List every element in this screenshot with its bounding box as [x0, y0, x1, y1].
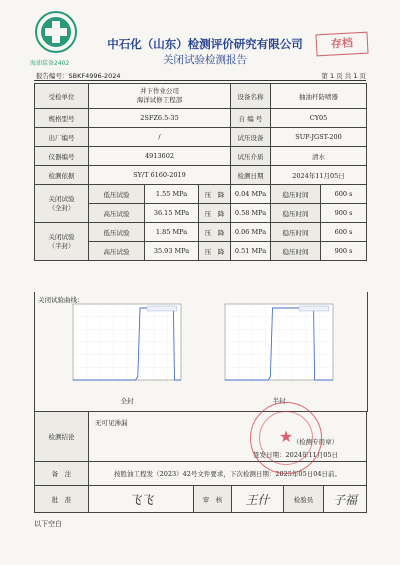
full-close-caption: 全封 — [120, 397, 134, 405]
company-logo — [34, 10, 78, 54]
hold-label: 稳压时间 — [271, 185, 321, 204]
test-pressure: 1.85 MPa — [145, 223, 199, 242]
instrument-no-value: 4913602 — [89, 147, 231, 166]
half-close-label — [35, 223, 89, 261]
test-drop: 0.06 MPa — [231, 223, 271, 242]
test-pressure: 35.93 MPa — [145, 242, 199, 261]
client-value — [89, 84, 231, 109]
low-pressure-label: 低压试验 — [89, 185, 145, 204]
self-no-value: CY05 — [271, 109, 367, 128]
full-close-label-2: （全封） — [48, 203, 75, 212]
test-hold: 900 s — [321, 242, 367, 261]
device-name-value: 抽油杆防喷器 — [271, 84, 367, 109]
review-signature-text: 王什 — [245, 492, 270, 507]
client-line-1: 井下作业公司 — [140, 87, 179, 95]
low-pressure-label: 低压试验 — [89, 223, 145, 242]
hold-label: 稳压时间 — [271, 242, 321, 261]
medium-label: 试压介质 — [231, 147, 271, 166]
report-title: 关闭试验检测报告 — [163, 54, 247, 66]
stamp-dept: （检测专用章） — [292, 438, 339, 446]
factory-no-value: / — [89, 128, 231, 147]
model-label: 规格型号 — [35, 109, 89, 128]
remark-text: 按胜油工程发（2023）42号文件要求，下次检测日期：2025年05日04日前。 — [89, 462, 367, 486]
remark-label: 备 注 — [35, 462, 89, 486]
end-marker: 以下空白 — [34, 520, 62, 528]
high-pressure-label: 高压试验 — [89, 204, 145, 223]
archive-stamp: 存档 — [315, 32, 368, 57]
conclusion-label: 检测结论 — [35, 412, 89, 462]
test-hold: 600 s — [321, 185, 367, 204]
instrument-no-label: 仪器编号 — [35, 147, 89, 166]
company-name: 中石化（山东）检测评价研究有限公司 — [107, 37, 303, 51]
full-close-label — [35, 185, 89, 223]
test-drop: 0.51 MPa — [231, 242, 271, 261]
test-drop: 0.58 MPa — [231, 204, 271, 223]
curves-title: 关闭试验曲线： — [38, 296, 84, 304]
basis-label: 检测依据 — [35, 166, 89, 185]
self-no-label: 自 编 号 — [231, 109, 271, 128]
review-label: 审 核 — [194, 486, 232, 513]
report-number: 报告编号：SBKF4996-2024 — [36, 72, 121, 80]
inspector-label: 检验员 — [284, 486, 324, 513]
drop-label: 压 降 — [199, 204, 231, 223]
drop-label: 压 降 — [199, 223, 231, 242]
drop-label: 压 降 — [199, 242, 231, 261]
test-equip-label: 试压设备 — [231, 128, 271, 147]
inspector-signature — [324, 486, 367, 513]
approve-signature — [89, 486, 194, 513]
test-pressure: 36.15 MPa — [145, 204, 199, 223]
conclusion-cell — [89, 412, 367, 462]
hold-label: 稳压时间 — [271, 223, 321, 242]
conclusion-table — [34, 411, 367, 513]
device-name-label: 设备名称 — [231, 84, 271, 109]
basis-value: SY/T 6160-2019 — [89, 166, 231, 185]
seal-star-icon: ★ — [278, 427, 294, 446]
page-number: 第 1 页 共 1 页 — [321, 72, 366, 80]
hold-label: 稳压时间 — [271, 204, 321, 223]
date-label: 检测日期 — [231, 166, 271, 185]
conclusion-text: 无可见渗漏 — [95, 419, 128, 427]
client-line-2: 海洋试修工程部 — [136, 96, 183, 104]
curves-section — [34, 292, 368, 412]
full-close-label-1: 关闭试验 — [48, 194, 75, 203]
approve-label: 批 准 — [35, 486, 89, 513]
approve-signature-text: 飞飞 — [128, 492, 153, 507]
model-value: 2SFZ6.5-35 — [89, 109, 231, 128]
half-close-caption: 半封 — [272, 397, 286, 405]
half-close-label-1: 关闭试验 — [48, 232, 75, 241]
medium-value: 清水 — [271, 147, 367, 166]
test-hold: 600 s — [321, 223, 367, 242]
info-table — [34, 83, 367, 261]
drop-label: 压 降 — [199, 185, 231, 204]
client-label: 受检单位 — [35, 84, 89, 109]
factory-no-label: 出厂编号 — [35, 128, 89, 147]
test-equip-value: SUP-JGST-200 — [271, 128, 367, 147]
chart-legend-box — [299, 306, 329, 311]
date-value: 2024年11月05日 — [271, 166, 367, 185]
issue-date: 签发日期：2024年11月05日 — [252, 451, 339, 459]
inspector-signature-text: 子福 — [333, 492, 358, 507]
full-close-chart — [63, 298, 191, 390]
test-drop: 0.04 MPa — [231, 185, 271, 204]
logo-caption: 海油装备2402 — [30, 60, 70, 67]
header-rule — [34, 80, 366, 81]
test-pressure: 1.55 MPa — [145, 185, 199, 204]
high-pressure-label: 高压试验 — [89, 242, 145, 261]
review-signature — [232, 486, 284, 513]
half-close-label-2: （半封） — [48, 241, 75, 250]
test-hold: 900 s — [321, 204, 367, 223]
half-close-chart — [215, 298, 343, 390]
chart-legend-box — [147, 306, 177, 311]
